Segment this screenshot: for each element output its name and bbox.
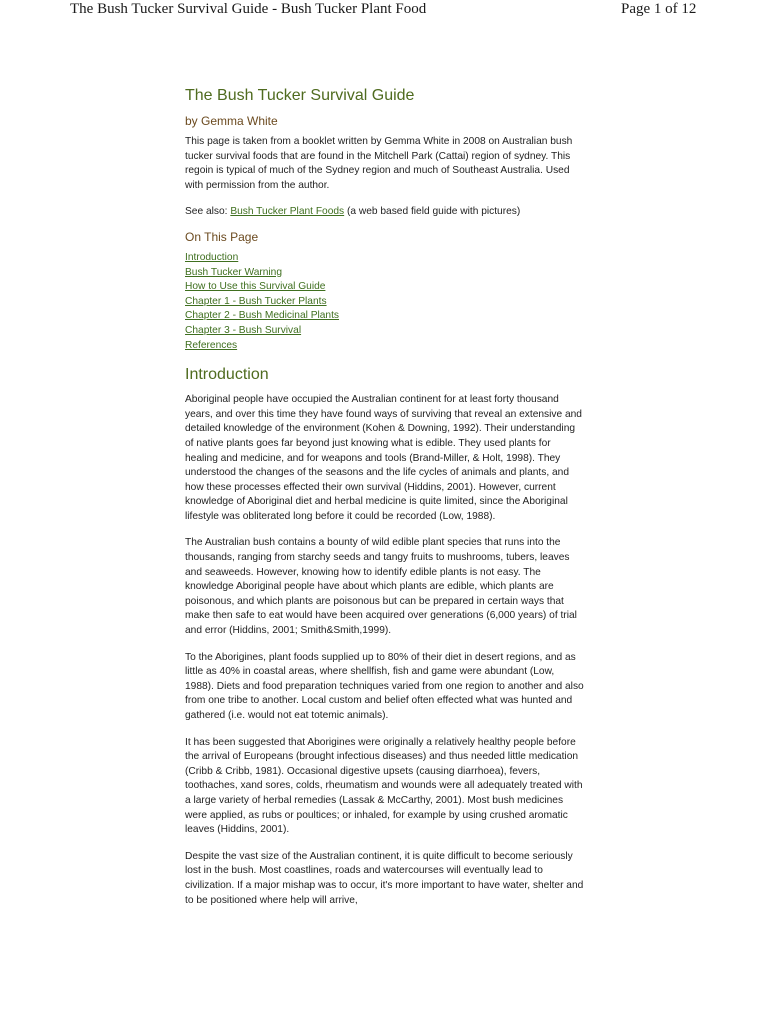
toc-link-chapter-3[interactable]: Chapter 3 - Bush Survival bbox=[185, 324, 302, 336]
introduction-heading: Introduction bbox=[185, 366, 269, 384]
introduction-paragraph-1: Aboriginal people have occupied the Australian continent for at least forty thousand years, and over this time they have found ways of surviving that reveal an extensive and detailed knowledge of the environment (Kohen & Downing, 1992). Their understanding of native plants goes far beyond just knowing what is edible. They used plants for healing and medicine, and for weapons and tools (Brand-Miller, & Holt, 1998). They understood the changes of the seasons and the life cycles of animals and plants, and how these processes effected their own survival (Hiddins, 2001). However, current knowledge of Aboriginal diet and herbal medicine is quite limited, since the Aboriginal lifestyle was obliterated long before it could be recorded (Low, 1988). bbox=[185, 394, 582, 522]
table-of-contents bbox=[185, 251, 585, 353]
toc-item bbox=[185, 324, 585, 339]
introduction-paragraph-2: The Australian bush contains a bounty of wild edible plant species that runs into the thousands, ranging from starchy seeds and tangy fruits to mushrooms, tubers, leaves and seaweeds. However, knowing how to identify edible plants is not easy. The knowledge Aboriginal people have about which plants are edible, which plants are poisonous, and which plants are poisonous but can be prepared in certain ways that make then safe to eat would have been acquired over generations (6,000 years) of trial and error (Hiddins, 2001; Smith&Smith,1999). bbox=[185, 537, 577, 637]
toc-link-chapter-2[interactable]: Chapter 2 - Bush Medicinal Plants bbox=[185, 310, 340, 322]
print-header-page-number: Page 1 of 12 bbox=[621, 1, 697, 17]
document-content bbox=[185, 86, 585, 920]
toc-heading: On This Page bbox=[185, 229, 259, 244]
toc-item bbox=[185, 251, 585, 266]
toc-item bbox=[185, 295, 585, 310]
see-also-line bbox=[185, 205, 585, 220]
toc-item bbox=[185, 266, 585, 281]
document-title: The Bush Tucker Survival Guide bbox=[185, 87, 415, 104]
author-byline: by Gemma White bbox=[185, 114, 278, 128]
toc-item bbox=[185, 309, 585, 324]
toc-item bbox=[185, 280, 585, 295]
see-also-prefix: See also: bbox=[185, 206, 231, 218]
print-header-title: The Bush Tucker Survival Guide - Bush Tucker Plant Food bbox=[70, 1, 427, 17]
intro-paragraph: This page is taken from a booklet written by Gemma White in 2008 on Australian bush tucker survival foods that are found in the Mitchell Park (Cattai) region of sydney. This regoin is typical of much of the Sydney region and much of Southeast Australia. Used with permission from the author. bbox=[185, 136, 573, 191]
introduction-paragraph-5: Despite the vast size of the Australian continent, it is quite difficult to become seriously lost in the bush. Most coastlines, roads and watercourses will eventually lead to civilization. If a major mishap was to occur, it's more important to have water, shelter and to be positioned where help will arrive, bbox=[185, 850, 584, 906]
see-also-suffix: (a web based field guide with pictures) bbox=[344, 206, 521, 218]
introduction-paragraph-4: It has been suggested that Aborigines were originally a relatively healthy people before the arrival of Europeans (brought infectious diseases) and thus needed little medication (Cribb & Cribb, 1981). Occasional digestive upsets (causing diarrhoea), fevers, toothaches, xand sores, colds, rheumatism and wounds were all adequately treated with a large variety of herbal remedies (Lassak & McCarthy, 2001). Most bush medicines were applied, as rubs or poultices; or inhaled, for example by using crushed aromatic leaves (Hiddins, 2001). bbox=[185, 736, 583, 836]
introduction-paragraph-3: To the Aborigines, plant foods supplied up to 80% of their diet in desert regions, and as little as 40% in coastal areas, where shellfish, fish and game were abundant (Low, 1988). Diets and food preparation techniques varied from one region to another and also from one tribe to another. Local custom and belief often effected what was hunted and gathered (i.e. would not eat totemic animals). bbox=[185, 651, 584, 721]
bush-tucker-plant-foods-link[interactable]: Bush Tucker Plant Foods bbox=[230, 206, 345, 218]
toc-link-how-to-use[interactable]: How to Use this Survival Guide bbox=[185, 281, 326, 293]
toc-link-bush-tucker-warning[interactable]: Bush Tucker Warning bbox=[185, 266, 283, 278]
toc-item bbox=[185, 339, 585, 354]
toc-link-chapter-1[interactable]: Chapter 1 - Bush Tucker Plants bbox=[185, 295, 327, 307]
toc-link-references[interactable]: References bbox=[185, 339, 238, 351]
toc-link-introduction[interactable]: Introduction bbox=[185, 251, 239, 263]
print-header bbox=[0, 0, 768, 22]
